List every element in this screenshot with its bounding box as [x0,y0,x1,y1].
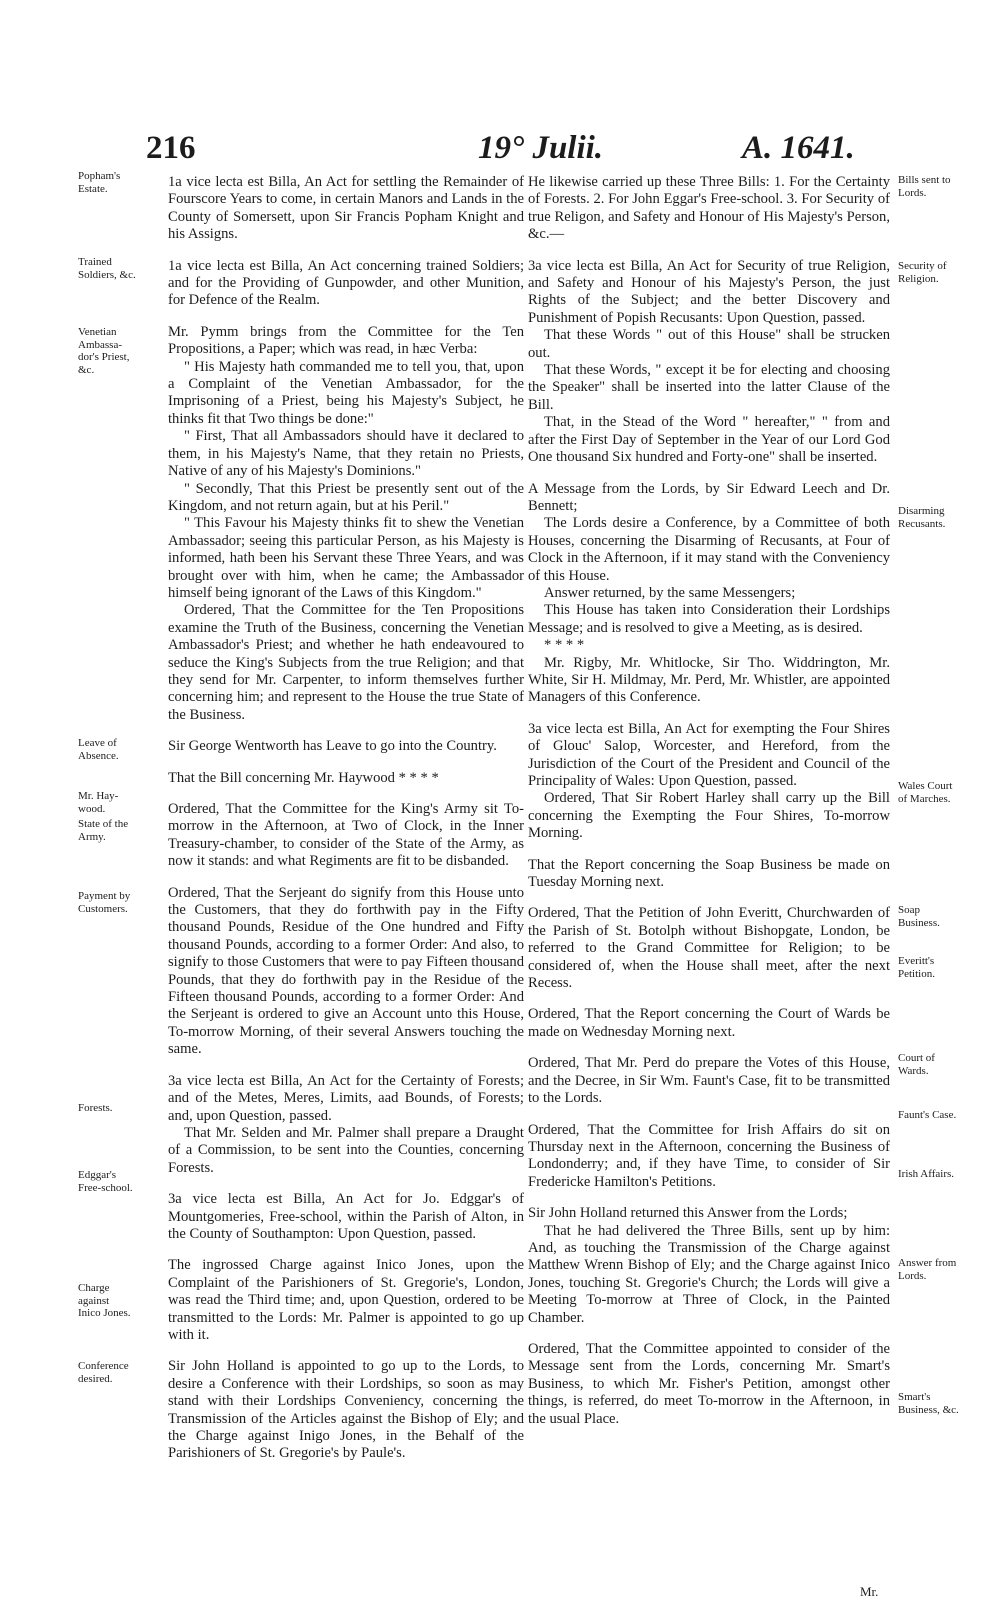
left-column [168,174,524,1463]
m-court-wards [898,1052,980,1077]
paragraph-line: Ordered, That the Committee for Irish Affairs do sit on Thursday next in the Afternoon, concerning the Business of Londonderry; and, if they have Time, to consider of Sir Fredericke Hamilton's Petitions. [528,1121,890,1190]
margin-note-line: &c. [78,363,95,376]
paragraph-line: This House has taken into Consideration their Lordships Message; and is resolved to give a Meeting, as is desired. [528,602,890,636]
paragraph-block [528,1122,890,1192]
paragraph-line: " Secondly, That this Priest be presently sent out of the Kingdom, and not return again, but at his Peril." [168,480,524,514]
margin-note-line: Leave of [78,737,117,749]
m-mr-haywood [78,790,152,815]
page-number: 216 [146,130,196,166]
margin-note-line: Lords. [898,186,927,199]
margin-note-line: Inico Jones. [78,1307,131,1319]
margin-note-line: Wards. [898,1064,929,1077]
margin-note-line: Army. [78,830,106,843]
margin-note-line: Soap [898,904,920,916]
paragraph-block [168,1191,524,1243]
paragraph-line: He likewise carried up these Three Bills: 1. For the Certainty of Forests. 2. For John Eggar's Free-school. 3. For Security of true Religon, and Safety and Honour of His Majesty's Person, &c.— [528,174,890,243]
margin-note-line: Soldiers, &c. [78,268,136,281]
paragraph-block [168,174,524,244]
paragraph-block [168,770,524,787]
margin-note-line: Estate. [78,182,108,195]
m-state-army [78,818,152,843]
margin-note-line: Absence. [78,749,119,762]
margin-note-line: Ambassa- [78,338,122,351]
margin-note-line: Edggar's [78,1169,117,1181]
catchword: Mr. [860,1584,879,1599]
margin-note-line: Petition. [898,967,935,980]
margin-note-line: Smart's [898,1391,931,1403]
margin-note-line: Customers. [78,902,128,915]
m-wales-court [898,780,980,805]
paragraph-line: " His Majesty hath commanded me to tell you, that, upon a Complaint of the Venetian Ambassador, for the Imprisoning of a Priest, being his Majesty's Subject, he thinks fit that Two things be done:" [168,358,524,427]
paragraph-line: Ordered, That the Committee for the Ten Propositions examine the Truth of the Business, concerning the Venetian Ambassador's Priest; and whether he hath endeavoured to seduce the King's Subjects from the true Religion; and that they send for Mr. Carpenter, to inform themselves further concerning him; and represent to the House the true State of the Business. [168,602,524,723]
paragraph-line: Ordered, That the Committee for the King's Army sit To-morrow in the Afternoon, at Two of Clock, in the Inner Treasury-chamber, to consider of the State of the Army, as now it stands: and what Regiments are fit to be disbanded. [168,801,524,870]
page-year: A. 1641. [742,130,855,166]
paragraph-block [528,1055,890,1107]
paragraph-block [528,905,890,992]
page-date: 19° Julii. [478,130,604,166]
paragraph-line: Ordered, That the Report concerning the Court of Wards be made on Wednesday Morning next. [528,1006,890,1040]
paragraph-line: 1a vice lecta est Billa, An Act concerning trained Soldiers; and for the Providing of Gunpowder, and other Munition, for Defence of the Realm. [168,257,524,309]
margin-note-line: Trained [78,256,112,268]
paragraph-line: Mr. Rigby, Mr. Whitlocke, Sir Tho. Widdrington, Mr. White, Sir H. Mildmay, Mr. Perd, Mr. Whistler, are appointed Managers of this Conference. [528,654,890,706]
margin-note-line: dor's Priest, [78,351,130,363]
paragraph-block [528,1341,890,1428]
margin-note-line: Business. [898,916,940,929]
paragraph-line: Mr. Pymm brings from the Committee for the Ten Propositions, a Paper; which was read, in hæc Verba: [168,323,524,358]
paragraph-block [528,258,890,467]
paragraph-line: Ordered, That the Petition of John Everitt, Churchwarden of the Parish of St. Botolph without Bishopgate, London, be referred to the Grand Committee for Religion; to be considered of, when the House shall meet, after the next Recess. [528,905,890,992]
margin-note-line: Disarming [898,505,945,517]
paragraph-line: That these Words, " except it be for electing and choosing the Speaker" shall be inserted into the latter Clause of the Bill. [528,362,890,413]
margin-note-line: Answer from [898,1257,957,1269]
margin-note-line: Lords. [898,1269,927,1282]
paragraph-line: That, in the Stead of the Word " hereafter," " from and after the First Day of September in the Year of our Lord God One thousand Six hundred and Forty-one" shall be inserted. [528,414,890,466]
paragraph-line: Sir George Wentworth has Leave to go into the Country. [168,738,497,755]
paragraph-line: 3a vice lecta est Billa, An Act for the Certainty of Forests; and of the Metes, Meres, Limits, aad Bounds, of Forests; and, upon Question, passed. [168,1072,524,1124]
margin-note-line: Popham's [78,170,121,182]
m-payment-customers [78,890,152,915]
margin-note-line: Faunt's Case. [898,1109,957,1121]
margin-note-line: Conference [78,1360,129,1372]
margin-note-line: Wales Court [898,780,953,792]
right-column [528,174,890,1428]
paragraph-block [168,1358,524,1462]
paragraph-line: Ordered, That Mr. Perd do prepare the Votes of this House, and the Decree, in Sir Wm. Faunt's Case, fit to be transmitted to the Lords. [528,1055,890,1107]
paragraph-line: 3a vice lecta est Billa, An Act for Jo. Edggar's of Mountgomeries, Free-school, within the Parish of Alton, in the County of Southampton: Upon Question, passed. [168,1191,524,1242]
paragraph-block [528,857,890,892]
m-pophams-estate [78,170,152,195]
paragraph-line: That he had delivered the Three Bills, sent up by him: And, as touching the Transmission of the Charge against Matthew Wrenn Bishop of Ely; and the Charge against Inico Jones, touching St. Gregorie's Church; the Lords will give a Meeting To-morrow at Three of Clock, in the Painted Chamber. [528,1222,890,1326]
paragraph-block [168,324,524,724]
paragraph-block [528,1205,890,1327]
m-bills-sent [898,174,980,199]
paragraph-block [528,481,890,707]
paragraph-block [168,885,524,1059]
paragraph-line: That Mr. Selden and Mr. Palmer shall prepare a Draught of a Commission, to be sent into the Counties, concerning Forests. [168,1124,524,1176]
paragraph-line: 3a vice lecta est Billa, An Act for Security of true Religion, and Safety and Honour of his Majesty's Person, the just Rights of the Subject; and the better Discovery and Punishment of Popish Recusants: Upon Question, passed. [528,257,890,326]
paragraph-block [528,721,890,843]
margin-note-line: Business, &c. [898,1403,959,1416]
paragraph-block [528,1006,890,1041]
m-faunts-case [898,1109,980,1122]
paragraph-block [168,738,524,755]
margin-note-line: desired. [78,1372,113,1385]
m-edggar-freeschool [78,1169,152,1194]
m-everitts-petition [898,955,980,980]
paragraph-line: " First, That all Ambassadors should have it declared to them, in his Majesty's Name, that they retain no Priests, Native of any of his Majesty's Dominions." [168,428,524,480]
m-trained-soldiers [78,256,152,281]
paragraph-line: That these Words " out of this House" shall be strucken out. [528,327,890,361]
m-irish-affairs [898,1168,980,1181]
m-leave-absence [78,737,152,762]
paragraph-block [528,174,890,244]
margin-note-line: Recusants. [898,517,946,530]
margin-note-line: Irish Affairs. [898,1168,955,1180]
paragraph-line: The ingrossed Charge against Inico Jones, upon the Complaint of the Parishioners of St. Gregorie's, London, was read the Third time; and, upon Question, ordered to be transmitted to the Lords: Mr. Palmer is appointed to go up with it. [168,1257,524,1343]
paragraph-line: * * * * [544,637,585,654]
paragraph-line: " This Favour his Majesty thinks fit to shew the Venetian Ambassador; seeing this particular Person, as his Majesty is informed, hath been his Servant these Three Years, and was brought over with him, when he came; the Ambassador himself being ignorant of the Laws of this Kingdom." [168,515,524,601]
margin-note-line: Venetian [78,326,117,338]
paragraph-line: Answer returned, by the same Messengers; [544,584,796,601]
margin-note-line: Charge [78,1282,110,1294]
margin-note-line: Mr. Hay- [78,790,119,802]
paragraph-line: Ordered, That Sir Robert Harley shall carry up the Bill concerning the Exempting the Four Shires, To-morrow Morning. [528,790,890,842]
paragraph-line: The Lords desire a Conference, by a Committee of both Houses, concerning the Disarming of Recusants, at Four of Clock in the Afternoon, if it may stand with the Conveniency of this House. [528,515,890,584]
margin-note-line: Religion. [898,272,939,285]
paragraph-block [168,801,524,871]
m-disarming-recusants [898,505,980,530]
m-answer-lords [898,1257,980,1282]
margin-note-line: Bills sent to [898,174,951,186]
m-charge-inico [78,1282,152,1320]
m-conference-desired [78,1360,152,1385]
paragraph-line: Ordered, That the Serjeant do signify from this House unto the Customers, that they do forthwith pay in the Fifty thousand Pounds, Residue of the One hundred and Fifty thousand Pounds, according to a former Order: And also, to signify to those Customers that were to pay Fifteen thousand Pounds, that they do forthwith pay in the Residue of the Fifteen thousand Pounds, according to a former Order: And the Serjeant is ordered to give an Account unto this House, To-morrow Morning, of their several Answers touching the same. [168,884,524,1058]
paragraph-block [168,258,524,310]
m-forests [78,1102,152,1115]
margin-note-line: Everitt's [898,955,935,967]
margin-note-line: Forests. [78,1102,113,1114]
m-smarts-business [898,1391,980,1416]
paragraph-line: 3a vice lecta est Billa, An Act for exempting the Four Shires of Glouc' Salop, Worcester, and Hereford, from the Jurisdiction of the Court of the President and Council of the Principality of Wales: Upon Question, passed. [528,720,890,789]
paragraph-line: A Message from the Lords, by Sir Edward Leech and Dr. Bennett; [528,480,890,514]
m-security-religion [898,260,980,285]
m-soap-business [898,904,980,929]
paragraph-line: Sir John Holland returned this Answer from the Lords; [528,1205,848,1222]
m-venetian-priest [78,326,152,376]
paragraph-line: That the Bill concerning Mr. Haywood * * * * [168,769,439,786]
paragraph-line: Sir John Holland is appointed to go up to the Lords, to desire a Conference with their Lordships, so soon as may stand with their Lordships Conveniency, concerning the Transmission of the Articles against the Bishop of Ely; and the Charge against Inigo Jones, in the Behalf of the Parishioners of St. Gregorie's by Paule's. [168,1358,524,1462]
margin-note-line: Free-school. [78,1181,133,1194]
margin-note-line: Security of [898,260,947,272]
margin-note-line: Payment by [78,890,131,902]
paragraph-block [168,1257,524,1344]
margin-note-line: of Marches. [898,792,951,805]
margin-note-line: State of the [78,818,129,830]
margin-note-line: Court of [898,1052,935,1064]
margin-note-line: wood. [78,802,106,815]
paragraph-line: That the Report concerning the Soap Business be made on Tuesday Morning next. [528,856,890,891]
paragraph-line: Ordered, That the Committee appointed to consider of the Message sent from the Lords, concerning Mr. Smart's Business, to which Mr. Fisher's Petition, amongst other things, is referred, do meet To-morrow in the Afternoon, in the usual Place. [528,1340,890,1427]
margin-note-line: against [78,1294,110,1307]
paragraph-block [168,1073,524,1177]
paragraph-line: 1a vice lecta est Billa, An Act for settling the Remainder of Fourscore Years to come, in certain Manors and Lands in the County of Somersett, upon Sir Francis Popham Knight and his Assigns. [168,174,524,243]
